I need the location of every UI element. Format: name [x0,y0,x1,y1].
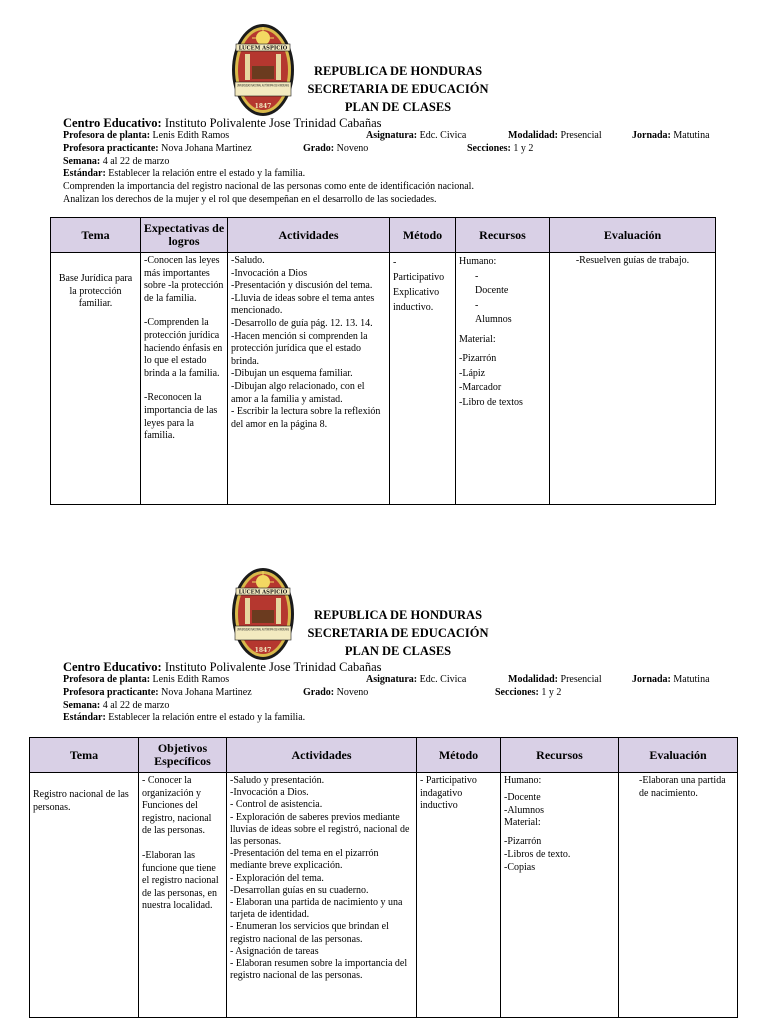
title-republica: REPUBLICA DE HONDURAS [313,64,483,78]
asignatura-label: Asignatura: [366,130,418,141]
grado-value: Noveno [336,142,369,154]
profesora-planta-label: Profesora de planta: [63,674,151,685]
cell-actividades: -Saludo y presentación. -Invocación a Dios. - Control de asistencia. - Exploración de saberes previos mediante lluvias de ideas sobre el registró, nacional de las personas. -Presentación del tema en el pizarrón mediante breve explicación. - Exploración del tema. -Desarrollan guías en su cuaderno. - Elaboran una partida de nacimiento y una tarjeta de identidad. - Enumeran los servicios que brindan el registro nacional de las personas. - Asignación de tareas - Elaboran resumen sobre la importancia del registro nacional de las personas. [227,773,417,1018]
cell-objetivos: - Conocer la organización y Funciones del registro, nacional de las personas. -Elaboran las funcione que tiene el registro nacional de las personas, en nuestra localidad. [139,773,227,1018]
plan-page-2 [0,544,768,1024]
cell-actividades: -Saludo. -Invocación a Dios -Presentación y discusión del tema. -Lluvia de ideas sobre el tema antes mencionado. -Desarrollo de guía pág. 12. 13. 14. -Hacen mención si comprenden la protección jurídica que el estado brinda. -Dibujan un esquema familiar. -Dibujan algo relacionado, con el amor a la familia y amistad. - Escribir la lectura sobre la reflexión del amor en la página 8. [228,253,390,505]
practicante-value: Nova Johana Martinez [161,142,252,154]
seal-motto: LUCEM ASPICIO [238,45,288,52]
header-evaluacion: Evaluación [619,738,738,773]
jornada-label: Jornada: [632,130,671,141]
cell-tema: Base Jurídica para la protección familiar. [51,253,141,505]
profesora-planta-label: Profesora de planta: [63,130,151,141]
header-actividades: Actividades [228,218,390,253]
header-metodo: Método [417,738,501,773]
profesora-planta-value: Lenis Edith Ramos [152,130,230,141]
cell-tema: Registro nacional de las personas. [30,773,139,1018]
header-recursos: Recursos [456,218,550,253]
objective-line-2: Analizan los derechos de la mujer y el rol que desempeñan en el desarrollo de las sociedades. [63,193,437,205]
header-tema: Tema [51,218,141,253]
cell-metodo: - Participativo indagativo inductivo [417,773,501,1018]
grado-value: Noveno [336,686,369,698]
profesora-row [63,130,723,143]
centro-row [63,116,723,130]
title-plan: PLAN DE CLASES [344,100,452,114]
title-republica: REPUBLICA DE HONDURAS [313,608,483,622]
semana-value: 4 al 22 de marzo [102,155,170,167]
semana-row [63,700,723,713]
table-row [51,253,716,505]
seal-motto: LUCEM ASPICIO [238,589,288,596]
centro-value: Instituto Polivalente Jose Trinidad Cabañas [164,660,382,674]
cell-expectativas: -Conocen las leyes más importantes sobre -la protección de la familia. -Comprenden la protección jurídica haciendo énfasis en lo que el estado brinda a la familia. -Reconocen la importancia de las leyes para la familia. [141,253,228,505]
seal-year: 1847 [254,647,272,654]
cell-evaluacion: -Resuelven guías de trabajo. [550,253,716,505]
semana-label: Semana: [63,699,101,711]
title-plan: PLAN DE CLASES [344,644,452,658]
secciones-label: Secciones: [467,142,511,154]
estandar-value: Establecer la relación entre el estado y la familia. [108,712,306,724]
plan-table-1 [50,217,716,505]
cell-metodo: - Participativo Explicativo inductivo. [390,253,456,505]
document-titles [0,606,768,660]
header-tema: Tema [30,738,139,773]
secciones-value: 1 y 2 [541,686,562,698]
modalidad-label: Modalidad: [508,130,559,141]
centro-label: Centro Educativo: [63,660,162,674]
document-titles [0,62,768,116]
seal-year: 1847 [254,103,272,110]
modalidad-value: Presencial [560,674,602,685]
modalidad-value: Presencial [560,130,602,141]
title-secretaria: SECRETARIA DE EDUCACIÓN [307,626,489,640]
seal-text: UNIVERSIDAD NACIONAL AUTÓNOMA DE HONDURAS [237,627,322,632]
secciones-value: 1 y 2 [513,142,534,154]
table-header-row [30,738,738,773]
centro-label: Centro Educativo: [63,116,162,130]
secciones-label: Secciones: [495,686,539,698]
header-objetivos: Objetivos Específicos [139,738,227,773]
cell-recursos: Humano: - Docente - Alumnos Material: -Pizarrón -Lápiz -Marcador -Libro de textos [456,253,550,505]
cell-recursos: Humano: -Docente -Alumnos Material: -Pizarrón -Libros de texto. -Copias [501,773,619,1018]
practicante-label: Profesora practicante: [63,686,159,698]
profesora-row [63,674,723,687]
practicante-value: Nova Johana Martinez [161,686,252,698]
semana-row [63,156,723,169]
estandar-label: Estándar: [63,168,106,180]
practicante-row [63,687,723,700]
profesora-planta-value: Lenis Edith Ramos [152,674,230,685]
centro-row [63,660,723,674]
semana-label: Semana: [63,155,101,167]
estandar-value: Establecer la relación entre el estado y la familia. [108,168,306,180]
header-info [63,660,723,725]
cell-evaluacion: -Elaboran una partida de nacimiento. [619,773,738,1018]
estandar-label: Estándar: [63,712,106,724]
centro-value: Instituto Polivalente Jose Trinidad Cabañas [164,116,382,130]
header-info [63,116,723,207]
objective-line-1: Comprenden la importancia del registro nacional de las personas como ente de identificación nacional. [63,181,474,193]
header-metodo: Método [390,218,456,253]
title-secretaria: SECRETARIA DE EDUCACIÓN [307,82,489,96]
asignatura-value: Edc. Civica [419,674,467,685]
jornada-label: Jornada: [632,674,671,685]
estandar-row [63,712,723,725]
modalidad-label: Modalidad: [508,674,559,685]
plan-table-2 [29,737,738,1018]
jornada-value: Matutina [673,130,710,141]
asignatura-value: Edc. Civica [419,130,467,141]
jornada-value: Matutina [673,674,710,685]
semana-value: 4 al 22 de marzo [102,699,170,711]
asignatura-label: Asignatura: [366,674,418,685]
header-expectativas: Expectativas de logros [141,218,228,253]
practicante-row [63,143,723,156]
estandar-row [63,168,723,181]
practicante-label: Profesora practicante: [63,142,159,154]
header-actividades: Actividades [227,738,417,773]
seal-text: UNIVERSIDAD NACIONAL AUTÓNOMA DE HONDURAS [237,83,322,88]
grado-label: Grado: [303,686,335,698]
table-row [30,773,738,1018]
header-evaluacion: Evaluación [550,218,716,253]
grado-label: Grado: [303,142,335,154]
recursos-humano-list: - Docente - Alumnos [475,270,512,325]
table-header-row [51,218,716,253]
header-recursos: Recursos [501,738,619,773]
